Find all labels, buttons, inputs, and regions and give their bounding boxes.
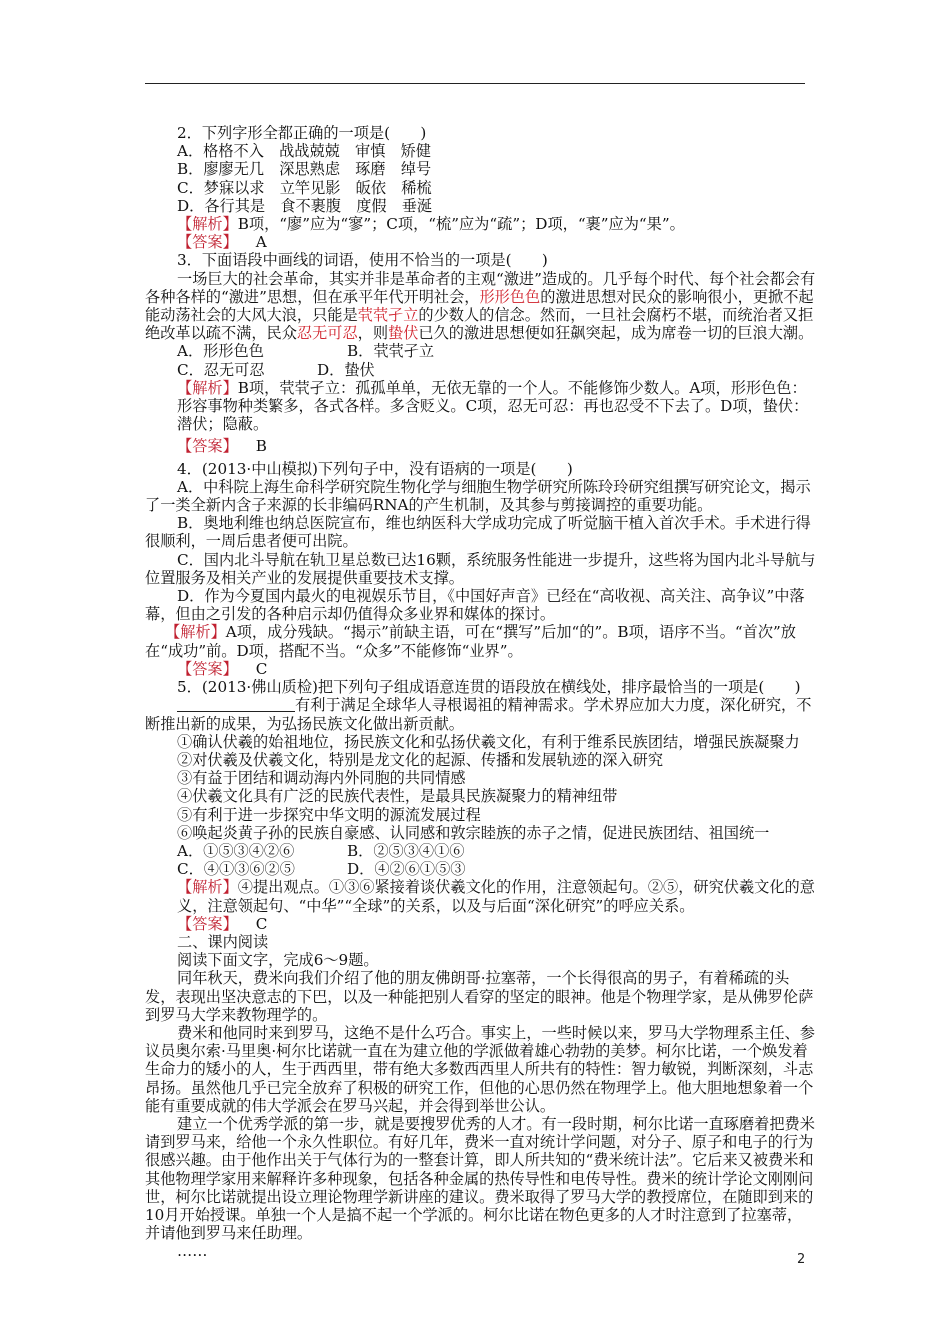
analysis-tag: 【解析】 bbox=[177, 215, 238, 234]
option-a: A．形形色色 bbox=[177, 342, 264, 361]
q4-option-a: A．中科院上海生命科学研究院生物化学与细胞生物学研究所陈玲玲研究组撰写研究论文，揭示了一类全新内含子来源的长非编码RNA的产生机制，及其参与剪接调控的重要功能。 bbox=[145, 477, 811, 515]
reading-paragraph-3: 建立一个优秀学派的第一步，就是要搜罗优秀的人才。有一段时期，柯尔比诺一直琢磨着把费米请到罗马来，给他一个永久性职位。有好几年，费米一直对统计学问题，对分子、原子和电子的行为很感兴趣。由于他作出关于气体行为的一整套计算，即人所共知的“费米统计法”。它后来又被费米和其他物理学家用来解释许多种现象，包括各种金属的热传导性和电传导性。费米的统计学论文刚刚问世，柯尔比诺就提出设立理论物理学新讲座的建议。费米取得了罗马大学的教授席位，在随即到来的10月开始授课。单独一个人是搞不起一个学派的。柯尔比诺在物色更多的人才时注意到了拉塞蒂，并请他到罗马来任助理。 bbox=[145, 1114, 815, 1243]
q2-option-b: B．廖廖无几 深思熟虑 琢磨 绰号 bbox=[177, 160, 432, 179]
reading-paragraph-1: 同年秋天，费米向我们介绍了他的朋友佛朗哥·拉塞蒂，一个长得很高的男子，有着稀疏的头发，表现出坚决意志的下巴，以及一种能把别人看穿的坚定的眼神。他是个物理学家，是从佛罗伦萨到罗马大学来教物理学的。 bbox=[145, 969, 814, 1024]
q3-stem: 3．下面语段中画线的词语，使用不恰当的一项是( ) bbox=[177, 251, 548, 270]
q4-analysis bbox=[145, 623, 817, 659]
q3-options-cd bbox=[145, 361, 817, 379]
q3-answer bbox=[145, 437, 817, 455]
underlined-word: 蛰伏 bbox=[388, 324, 419, 343]
reading-paragraph-2: 费米和他同时来到罗马，这绝不是什么巧合。事实上，一些时候以来，罗马大学物理系主任、参议员奥尔索·马里奥·柯尔比诺就一直在为建立他的学派做着雄心勃勃的美梦。柯尔比诺，一个焕发着生命力的矮小的人，生于西西里，带有绝大多数西西里人所共有的特性：智力敏锐，判断深刻，斗志昂扬。虽然他几乎已完全放弃了积极的研究工作，但他的心思仍然在物理学上。他大胆地想象着一个能有重要成就的伟大学派会在罗马兴起，并会得到举世公认。 bbox=[145, 1023, 815, 1115]
q5-answer bbox=[145, 915, 817, 933]
underlined-word: 形形色色 bbox=[479, 287, 541, 306]
answer-tag: 【答案】 bbox=[177, 437, 238, 456]
q2-option-a: A．格格不入 战战兢兢 审慎 矫健 bbox=[177, 142, 431, 161]
q5-analysis bbox=[145, 878, 817, 914]
passage-text: 已久的激进思想便如狂飙突起，成为席卷一切的巨浪大潮。 bbox=[418, 324, 814, 343]
q2-option-c: C．梦寐以求 立竿见影 皈依 稀梳 bbox=[177, 178, 432, 197]
passage-text: 的激进思想对民众的影响很小，更掀不起能动荡社会的大风大浪，只能是 bbox=[145, 287, 814, 325]
q5-stem: 5．(2013·佛山质检)把下列句子组成语意连贯的语段放在横线处，排序最恰当的一项是( ) bbox=[177, 678, 801, 697]
ellipsis: …… bbox=[177, 1242, 208, 1261]
analysis-text: B项，茕茕孑立：孤孤单单，无依无靠的一个人。不能修饰少数人。A项，形形色色：形容事物种类繁多，各式各样。多含贬义。C项，忍无可忍：再也忍受不下去了。D项，蛰伏：潜伏；隐蔽。 bbox=[177, 378, 809, 434]
section-heading: 二、课内阅读 bbox=[177, 932, 269, 951]
q5-options-ab bbox=[145, 842, 817, 860]
q2-analysis bbox=[145, 215, 817, 233]
q3-options-ab bbox=[145, 342, 817, 360]
answer-text: C bbox=[255, 914, 268, 933]
document-body bbox=[145, 124, 817, 1261]
fill-blank-line bbox=[177, 697, 295, 712]
analysis-text: B项，“廖”应为“寥”；C项，“梳”应为“疏”；D项，“裹”应为“果”。 bbox=[237, 215, 685, 234]
q5-sentence-5: ⑤有利于进一步探究中华文明的源流发展过程 bbox=[177, 805, 481, 824]
option-d: D．④②⑥①⑤③ bbox=[347, 860, 466, 879]
q5-options-cd bbox=[145, 860, 817, 878]
option-c: C．忍无可忍 bbox=[177, 360, 265, 379]
passage-text: ，则 bbox=[357, 324, 388, 343]
passage-text: 一场巨大的社会革命，其实并非是革命者的主观“激进”造成的。几乎每个时代、每个社会都会有各种各样的“激进”思想，但在承平年代开明社会， bbox=[145, 269, 816, 306]
header-rule bbox=[145, 83, 805, 84]
lead-text: 有利于满足全球华人寻根谒祖的精神需求。学术界应加大力度，深化研究，不断推出新的成果，为弘扬民族文化做出新贡献。 bbox=[145, 696, 812, 733]
q5-sentence-6: ⑥唤起炎黄子孙的民族自豪感、认同感和敦宗睦族的赤子之情，促进民族团结、祖国统一 bbox=[177, 823, 770, 842]
option-a: A．①⑤③④②⑥ bbox=[177, 841, 295, 860]
answer-tag: 【答案】 bbox=[177, 659, 238, 678]
q5-lead bbox=[145, 696, 817, 732]
q4-option-c: C．国内北斗导航在轨卫星总数已达16颗，系统服务性能进一步提升，这些将为国内北斗导航与位置服务及相关产业的发展提供重要技术支撑。 bbox=[145, 550, 816, 587]
q5-sentence-2: ②对伏羲及伏羲文化，特别是龙文化的起源、传播和发展轨迹的深入研究 bbox=[177, 750, 663, 769]
analysis-tag: 【解析】 bbox=[177, 878, 238, 897]
q2-option-d: D．各行其是 食不裹腹 度假 垂涎 bbox=[177, 196, 433, 215]
option-d: D．蛰伏 bbox=[317, 360, 375, 379]
analysis-tag: 【解析】 bbox=[165, 623, 226, 642]
q2-stem: 2．下列字形全都正确的一项是( ) bbox=[177, 124, 427, 142]
underlined-word: 忍无可忍 bbox=[296, 324, 358, 343]
q5-sentence-1: ①确认伏羲的始祖地位，扬民族文化和弘扬伏羲文化，有利于维系民族团结，增强民族凝聚力 bbox=[177, 732, 800, 751]
analysis-tag: 【解析】 bbox=[177, 378, 238, 397]
q5-sentence-4: ④伏羲文化具有广泛的民族代表性，是最具民族凝聚力的精神纽带 bbox=[177, 787, 618, 806]
analysis-text: ④提出观点。①③⑥紧接着谈伏羲文化的作用，注意领起句。②⑤，研究伏羲文化的意义，注意领起句、“中华”“全球”的关系，以及与后面“深化研究”的呼应关系。 bbox=[177, 878, 815, 915]
analysis-text: A项，成分残缺。“揭示”前缺主语，可在“撰写”后加“的”。B项，语序不当。“首次”放在“成功”前。D项，搭配不当。“众多”不能修饰“业界”。 bbox=[145, 623, 796, 660]
q3-analysis bbox=[145, 379, 817, 434]
q3-passage bbox=[145, 270, 817, 343]
reading-instruction: 阅读下面文字，完成6～9题。 bbox=[177, 951, 379, 970]
underlined-word: 茕茕孑立 bbox=[357, 306, 419, 325]
answer-text: B bbox=[255, 437, 267, 456]
q4-answer bbox=[145, 660, 817, 678]
q2-answer bbox=[145, 233, 817, 251]
passage-text: 的少数人的信念。然而，一旦社会腐朽不堪，而统治者又拒绝改革以疏不满，民众 bbox=[145, 306, 814, 343]
option-c: C．④①③⑥②⑤ bbox=[177, 860, 295, 879]
answer-tag: 【答案】 bbox=[177, 914, 238, 933]
q4-option-b: B．奥地利维也纳总医院宣布，维也纳医科大学成功完成了听觉脑干植入首次手术。手术进行得很顺利，一周后患者便可出院。 bbox=[145, 514, 811, 551]
q4-option-d: D．作为今夏国内最火的电视娱乐节目，《中国好声音》已经在“高收视、高关注、高争议”中落幕，但由之引发的各种启示却仍值得众多业界和媒体的探讨。 bbox=[145, 587, 805, 624]
q5-sentence-3: ③有益于团结和调动海内外同胞的共同情感 bbox=[177, 769, 466, 788]
answer-text: A bbox=[255, 233, 267, 252]
answer-text: C bbox=[255, 659, 268, 678]
option-b: B．茕茕孑立 bbox=[347, 342, 435, 361]
q4-stem: 4．(2013·中山模拟)下列句子中，没有语病的一项是( ) bbox=[177, 459, 573, 478]
option-b: B．②⑤③④①⑥ bbox=[347, 841, 465, 860]
page-number: 2 bbox=[797, 1252, 806, 1267]
answer-tag: 【答案】 bbox=[177, 233, 238, 252]
